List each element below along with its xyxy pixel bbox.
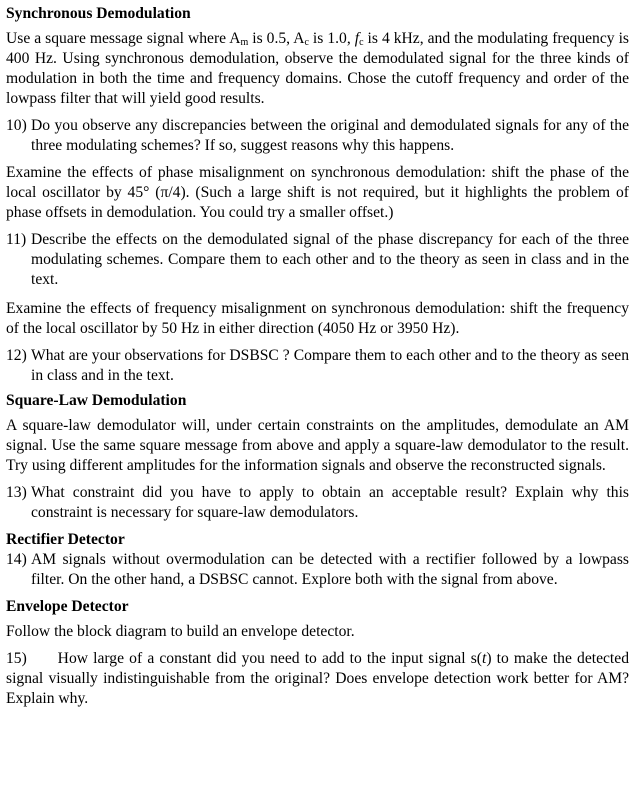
question-text: What are your observations for DSBSC ? Compare them to each other and to the theory as seen in class and in the text. — [31, 347, 629, 384]
question-text: AM signals without overmodulation can be detected with a rectifier followed by a lowpass filter. On the other hand, a DSBSC cannot. Explore both with the signal from above. — [31, 551, 629, 588]
question-14 — [6, 550, 629, 590]
question-text: Describe the effects on the demodulated signal of the phase discrepancy for each of the three modulating schemes. Compare them to each other and to the theory as seen in class and in the text. — [31, 231, 629, 288]
question-number: 14) — [6, 551, 27, 568]
heading-rectifier-detector: Rectifier Detector — [6, 531, 125, 548]
question-text: How large of a constant did you need to add to the input signal s( — [26, 650, 482, 667]
heading-envelope-detector: Envelope Detector — [6, 598, 129, 615]
text: is 4 kHz, and the modulating frequency is 400 Hz. Using synchronous demodulation, observe the demodulated signal for the three kinds of modulation in both the time and frequency domains. Chose the cutoff frequency and order of the lowpass filter that will yield good results. — [6, 30, 629, 107]
paragraph-square-law-intro: A square-law demodulator will, under certain constraints on the amplitudes, demodulate an AM signal. Use the same square message from above and apply a square-law demodulator to the result. Try using different amplitudes for the information signals and observe the reconstructed signals. — [6, 417, 629, 474]
text: is 0.5, A — [248, 30, 305, 47]
question-text: What constraint did you have to apply to obtain an acceptable result? Explain why this constraint is necessary for square-law demodulators. — [31, 484, 629, 521]
question-11 — [6, 230, 629, 290]
question-number: 15) — [6, 650, 27, 667]
subscript: c — [359, 37, 364, 48]
paragraph-phase-misalignment: Examine the effects of phase misalignment on synchronous demodulation: shift the phase of the local oscillator by 45° (π/4). (Such a large shift is not required, but it highlights the problem of phase offsets in demodulation. You could try a smaller offset.) — [6, 164, 629, 221]
question-10 — [6, 116, 629, 156]
question-12 — [6, 346, 629, 386]
question-number: 11) — [6, 231, 27, 248]
question-number: 10) — [6, 117, 27, 134]
paragraph-sync-intro — [6, 29, 629, 109]
italic-symbol: f — [354, 30, 360, 47]
question-text: Do you observe any discrepancies between the original and demodulated signals for any of the three modulating schemes? If so, suggest reasons why this happens. — [31, 117, 629, 154]
question-number: 12) — [6, 347, 27, 364]
question-15 — [6, 649, 629, 709]
text: Use a square message signal where A — [6, 30, 241, 47]
text: is 1.0, — [308, 30, 355, 47]
subscript: m — [240, 37, 249, 48]
heading-synchronous-demodulation: Synchronous Demodulation — [6, 5, 191, 22]
question-number: 13) — [6, 484, 27, 501]
question-text: ) to make the detected signal visually indistinguishable from the original? Does envelope detection work better for AM? Explain why. — [6, 650, 629, 707]
question-13 — [6, 483, 629, 523]
paragraph-envelope-intro: Follow the block diagram to build an envelope detector. — [6, 623, 355, 640]
heading-square-law-demodulation: Square-Law Demodulation — [6, 392, 187, 409]
paragraph-frequency-misalignment: Examine the effects of frequency misalignment on synchronous demodulation: shift the frequency of the local oscillator by 50 Hz in either direction (4050 Hz or 3950 Hz). — [6, 300, 629, 337]
italic-symbol: t — [481, 650, 487, 667]
subscript: c — [304, 37, 309, 48]
